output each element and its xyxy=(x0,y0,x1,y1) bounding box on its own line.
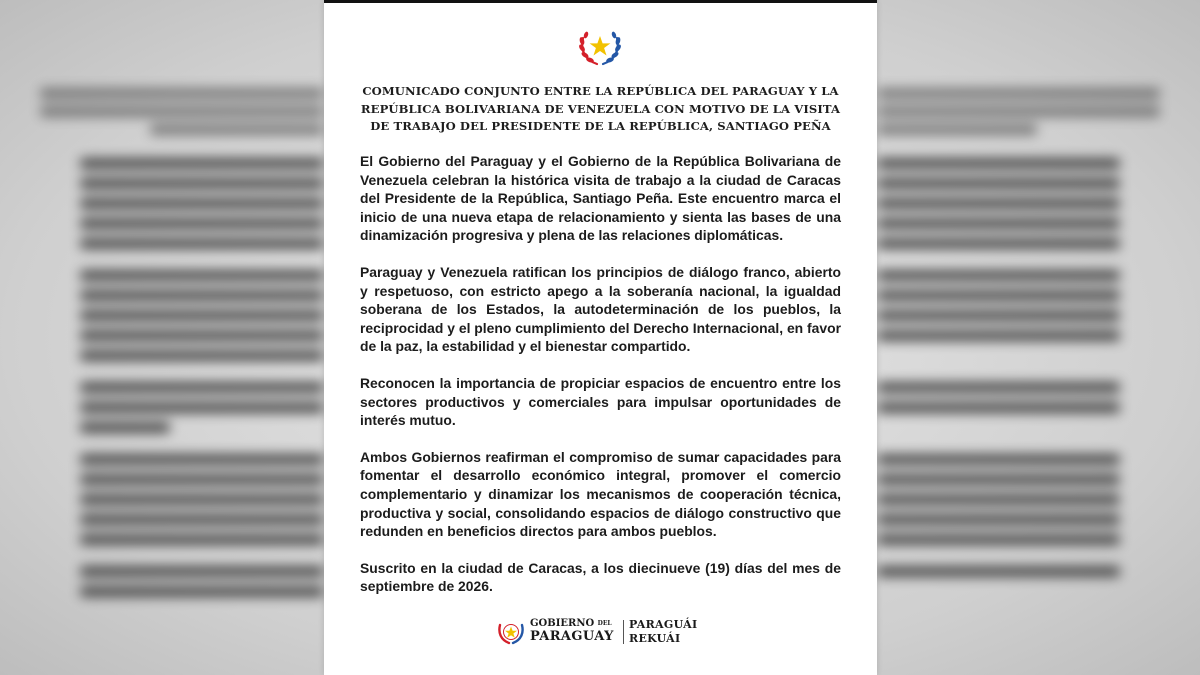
gov-country: PARAGUAY xyxy=(530,629,614,644)
gov-word: GOBIERNO xyxy=(530,618,595,629)
gov-del: DEL xyxy=(597,620,612,627)
paragraph-2: Paraguay y Venezuela ratifican los principios de diálogo franco, abierto y respetuoso, con estricto apego a la soberanía nacional, la igualdad soberana de los Estados, la autodeterminación de los pueblos, la reciprocidad y el pleno cumplimiento del Derecho Internacional, en favor de la paz, la estabilidad y el bienestar compartido. xyxy=(360,263,841,355)
brand-line-1: PARAGUÁI xyxy=(629,618,698,631)
top-edge-bar xyxy=(324,0,877,3)
brand-line-2: REKUÁI xyxy=(629,631,681,645)
paragraph-1: El Gobierno del Paraguay y el Gobierno de la República Bolivariana de Venezuela celebran la histórica visita de trabajo a la ciudad de Caracas del Presidente de la República, Santiago Peña. Este encuentro marca el inicio de una nueva etapa de relacionamiento y sienta las bases de una dinamización progresiva y plena de las relaciones diplomáticas. xyxy=(360,153,841,244)
communique-body xyxy=(360,152,841,614)
paragraph-4: Ambos Gobiernos reafirman el compromiso de sumar capacidades para fomentar el desarrollo económico integral, promover el comercio complementario y dinamizar los mecanismos de cooperación técnica, productiva y social, consolidando espacios de diálogo constructivo que redunden en beneficios directos para ambos pueblos. xyxy=(360,448,841,540)
paragraph-signature: Suscrito en la ciudad de Caracas, a los diecinueve (19) días del mes de septiembre de 2026. xyxy=(360,559,841,595)
paragraph-3: Reconocen la importancia de propiciar espacios de encuentro entre los sectores productivos y comerciales para impulsar oportunidades de interés mutuo. xyxy=(360,374,841,429)
footer-emblem-icon xyxy=(497,619,525,645)
gobierno-paraguay-wordmark xyxy=(530,618,620,644)
footer-divider xyxy=(623,620,624,644)
government-footer-logo xyxy=(497,618,707,648)
communique-title: COMUNICADO CONJUNTO ENTRE LA REPÚBLICA DEL PARAGUAY Y LA REPÚBLICA BOLIVARIANA DE VENEZUELA CON MOTIVO DE LA VISITA DE TRABAJO DEL PRESIDENTE DE LA REPÚBLICA, SANTIAGO PEÑA xyxy=(360,84,841,133)
communique-document xyxy=(324,0,877,675)
paraguai-rekuai-wordmark xyxy=(629,618,697,645)
paraguay-star-laurel-icon xyxy=(577,26,623,68)
